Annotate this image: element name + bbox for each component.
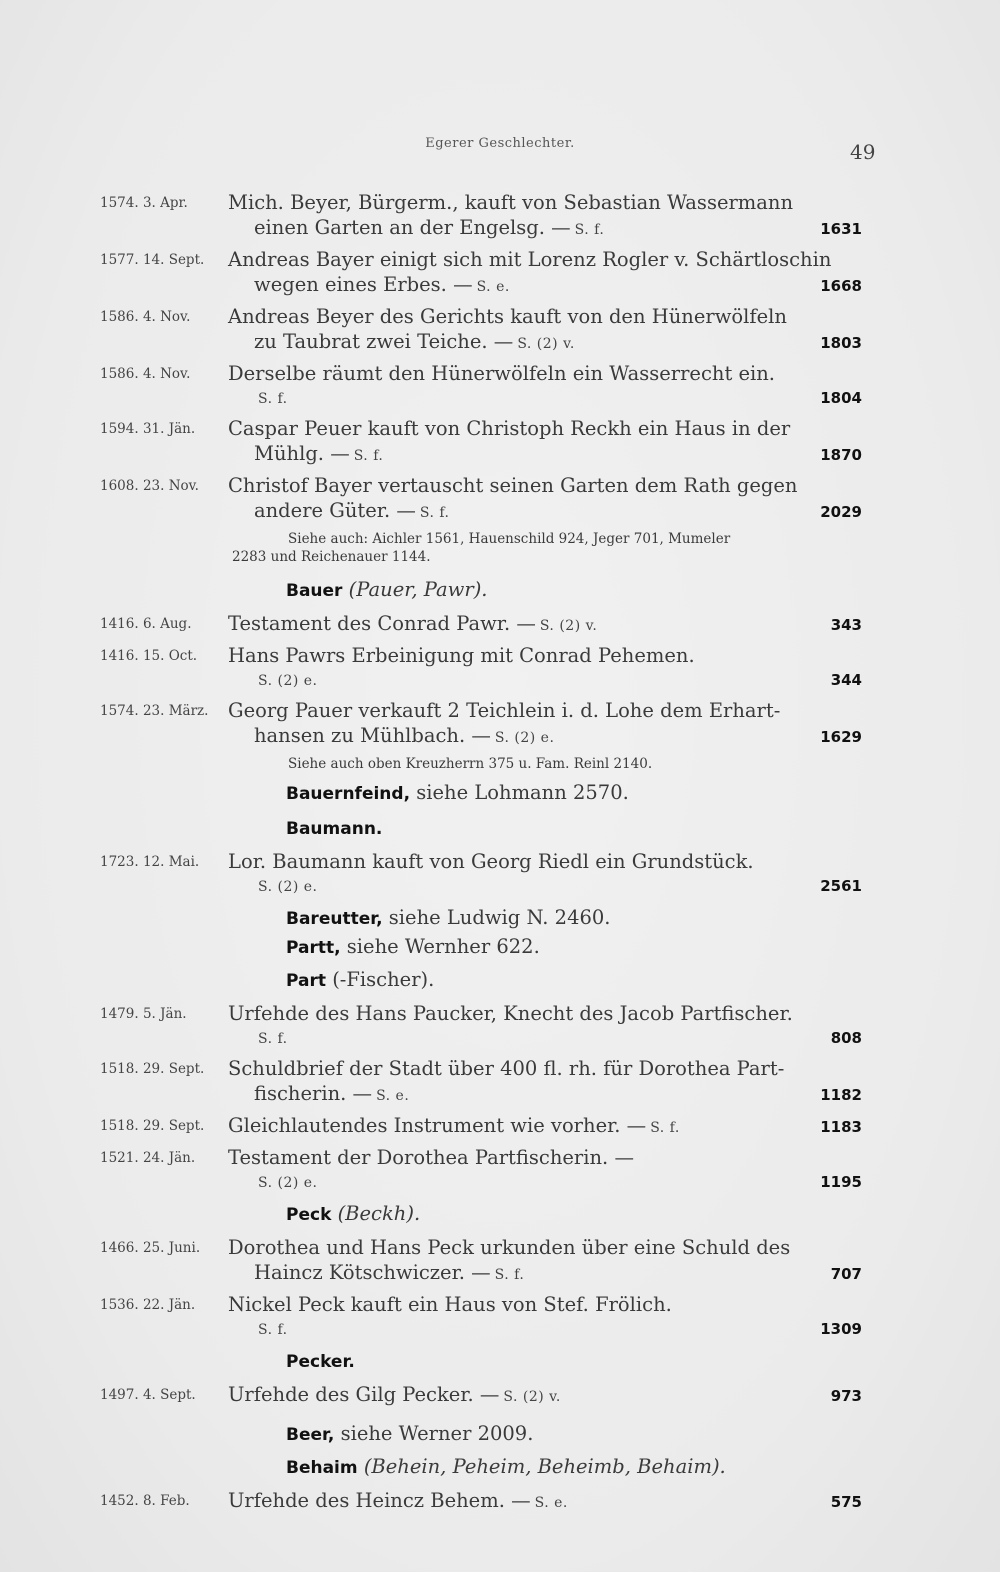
document-number: 808	[830, 1029, 862, 1047]
seal-note: S. f.	[494, 1267, 525, 1283]
entries-group-baumann	[92, 849, 882, 900]
entry-date: 1452. 8. Feb.	[100, 1493, 190, 1509]
entry-last-line	[228, 1081, 882, 1109]
running-title: Egerer Geschlechter.	[425, 136, 575, 151]
entry-text	[228, 849, 882, 900]
family-variants: (Pauer, Pawr).	[348, 578, 488, 601]
family-name: Partt,	[286, 938, 341, 958]
entry-date: 1723. 12. Mai.	[100, 854, 200, 870]
see-also-line1: Siehe auch: Aichler 1561, Hauenschild 924, Jeger 701, Mumeler	[288, 531, 731, 547]
entries-group-top	[92, 190, 882, 526]
family-reference: (-Fischer).	[332, 968, 435, 991]
seal-note: S. (2) e.	[258, 673, 318, 689]
entry-line-wrap	[254, 272, 510, 300]
family-reference: siehe Wernher 622.	[346, 935, 540, 958]
entry-line: Urfehde des Gilg Pecker. —	[228, 1383, 500, 1406]
entry-line: Mühlg. —	[254, 442, 350, 465]
entry-line: Derselbe räumt den Hünerwölfeln ein Wasserrecht ein.	[228, 362, 776, 385]
entry-date: 1518. 29. Sept.	[100, 1118, 205, 1134]
entry-date: 1518. 29. Sept.	[100, 1061, 205, 1077]
seal-note: S. f.	[258, 391, 288, 407]
entry-text	[228, 190, 882, 243]
document-number: 344	[830, 671, 862, 689]
family-name: Behaim	[286, 1458, 358, 1478]
entry-line-wrap	[228, 1113, 680, 1141]
entry-line: Schuldbrief der Stadt über 400 fl. rh. für Dorothea Part-	[228, 1057, 785, 1080]
family-name: Beer,	[286, 1425, 335, 1445]
entry-date: 1536. 22. Jän.	[100, 1297, 196, 1313]
entry-line: Urfehde des Heincz Behem. —	[228, 1489, 531, 1512]
seal-note: S. (2) v.	[503, 1389, 561, 1405]
entry-date: 1521. 24. Jän.	[100, 1150, 196, 1166]
entry-line: Andreas Bayer einigt sich mit Lorenz Rogler v. Schärtloschin	[228, 248, 832, 271]
entry-line-wrap	[254, 1260, 524, 1288]
entry-last-line	[228, 329, 882, 357]
seal-note: S. (2) e.	[494, 730, 555, 746]
entry-date: 1479. 5. Jän.	[100, 1006, 187, 1022]
entry-line-wrap	[228, 1488, 568, 1516]
family-heading-bauernfeind	[92, 779, 882, 808]
document-number: 2561	[820, 877, 862, 895]
register-entry	[92, 1056, 882, 1109]
seal-note: S. e.	[376, 1088, 410, 1104]
entry-line-wrap	[254, 329, 575, 357]
family-reference: siehe Werner 2009.	[340, 1422, 534, 1445]
entry-date: 1416. 15. Oct.	[100, 648, 198, 664]
entry-text	[228, 1001, 882, 1052]
entry-text	[228, 1235, 882, 1288]
entry-last-line	[228, 386, 882, 412]
entry-line: Andreas Beyer des Gerichts kauft von den Hünerwölfeln	[228, 305, 787, 328]
entry-last-line	[228, 723, 882, 751]
entries-group-peck	[92, 1235, 882, 1343]
document-number: 1668	[820, 277, 862, 295]
entry-last-line	[228, 215, 882, 243]
family-heading-bauer	[92, 576, 882, 605]
register-entry	[92, 611, 882, 639]
register-entry	[92, 1382, 882, 1410]
register-entry	[92, 1145, 882, 1196]
register-entry	[92, 1292, 882, 1343]
family-reference: siehe Lohmann 2570.	[416, 781, 629, 804]
seal-note: S. f.	[353, 448, 384, 464]
seal-note: S. (2) e.	[258, 1175, 318, 1191]
register-entry	[92, 1235, 882, 1288]
entry-last-line	[228, 272, 882, 300]
entry-line: Hans Pawrs Erbeinigung mit Conrad Pehemen.	[228, 644, 695, 667]
family-reference: siehe Ludwig N. 2460.	[388, 906, 611, 929]
entry-line-wrap	[254, 215, 604, 243]
entry-text	[228, 361, 882, 412]
entry-line: Dorothea und Hans Peck urkunden über eine Schuld des	[228, 1236, 791, 1259]
entry-line: Mich. Beyer, Bürgerm., kauft von Sebastian Wassermann	[228, 191, 794, 214]
register-entry	[92, 643, 882, 694]
family-name: Pecker.	[286, 1352, 355, 1372]
document-number: 1182	[820, 1086, 862, 1104]
document-number: 1631	[820, 220, 862, 238]
entry-date: 1586. 4. Nov.	[100, 366, 191, 382]
entry-text	[228, 1113, 882, 1141]
seal-note: S. f.	[258, 1322, 288, 1338]
family-heading-peck	[92, 1200, 882, 1229]
entry-text	[228, 1488, 882, 1516]
entry-line: Urfehde des Hans Paucker, Knecht des Jacob Partfischer.	[228, 1002, 793, 1025]
family-heading-beer	[92, 1420, 882, 1449]
register-entry	[92, 190, 882, 243]
register-entry	[92, 247, 882, 300]
entry-text	[228, 611, 882, 639]
family-variants: (Behein, Peheim, Beheimb, Behaim).	[363, 1455, 726, 1478]
entry-line: einen Garten an der Engelsg. —	[254, 216, 571, 239]
entry-last-line	[228, 441, 882, 469]
entry-line: Christof Bayer vertauscht seinen Garten dem Rath gegen	[228, 474, 798, 497]
entry-line: Georg Pauer verkauft 2 Teichlein i. d. Lohe dem Erhart-	[228, 699, 781, 722]
family-heading-baumann	[92, 814, 882, 843]
family-heading-bareutter	[92, 904, 882, 933]
entry-last-line	[228, 1113, 882, 1141]
entry-line: wegen eines Erbes. —	[254, 273, 473, 296]
family-name: Part	[286, 971, 326, 991]
family-heading-partt	[92, 933, 882, 962]
document-number: 1870	[820, 446, 862, 464]
register-entry	[92, 1488, 882, 1516]
entries-group-pecker	[92, 1382, 882, 1410]
see-also-note-2: Siehe auch oben Kreuzherrn 375 u. Fam. Reinl 2140.	[288, 756, 653, 772]
seal-note: S. f.	[650, 1120, 680, 1136]
entry-last-line	[228, 1170, 882, 1196]
entry-last-line	[228, 668, 882, 694]
family-name: Bauer	[286, 581, 343, 601]
document-number: 1183	[820, 1118, 862, 1136]
entry-line: Testament der Dorothea Partfischerin. —	[228, 1146, 634, 1169]
entry-line: andere Güter. —	[254, 499, 416, 522]
register-entry	[92, 849, 882, 900]
entry-line-wrap	[254, 498, 449, 526]
family-name: Baumann.	[286, 819, 383, 839]
document-number: 1629	[820, 728, 862, 746]
register-entry	[92, 361, 882, 412]
register-entry	[92, 698, 882, 751]
entry-date: 1577. 14. Sept.	[100, 252, 205, 268]
entry-line: Testament des Conrad Pawr. —	[228, 612, 536, 635]
entry-last-line	[228, 1488, 882, 1516]
entry-text	[228, 1056, 882, 1109]
entry-last-line	[228, 1026, 882, 1052]
entry-text	[228, 473, 882, 526]
entry-line-wrap	[254, 441, 383, 469]
family-name: Bareutter,	[286, 909, 383, 929]
entry-line: Nickel Peck kauft ein Haus von Stef. Frölich.	[228, 1293, 672, 1316]
entry-line-wrap	[254, 1081, 409, 1109]
entry-date: 1416. 6. Aug.	[100, 616, 192, 632]
family-name: Peck	[286, 1205, 332, 1225]
entry-text	[228, 1382, 882, 1410]
seal-note: S. (2) v.	[539, 618, 598, 634]
entry-text	[228, 304, 882, 357]
entry-line: zu Taubrat zwei Teiche. —	[254, 330, 514, 353]
seal-note: S. f.	[258, 1031, 288, 1047]
document-number: 973	[830, 1387, 862, 1405]
entries-group-bauer	[92, 611, 882, 751]
entry-last-line	[228, 1260, 882, 1288]
entry-line: Haincz Kötschwiczer. —	[254, 1261, 491, 1284]
entry-line-wrap	[228, 611, 597, 639]
entry-line: fischerin. —	[254, 1082, 373, 1105]
see-also-line2: 2283 und Reichenauer 1144.	[232, 549, 431, 565]
see-also-note	[92, 530, 882, 566]
entry-last-line	[228, 498, 882, 526]
family-variants: (Beckh).	[337, 1202, 421, 1225]
entry-date: 1586. 4. Nov.	[100, 309, 191, 325]
document-number: 2029	[820, 503, 862, 521]
seal-note: S. f.	[419, 505, 450, 521]
entry-text	[228, 698, 882, 751]
seal-note: S. (2) v.	[517, 336, 575, 352]
entry-last-line	[228, 1317, 882, 1343]
document-number: 575	[830, 1493, 862, 1511]
register-entry	[92, 416, 882, 469]
entry-text	[228, 247, 882, 300]
entry-date: 1466. 25. Juni.	[100, 1240, 201, 1256]
entry-text	[228, 1292, 882, 1343]
seal-note: S. e.	[534, 1495, 568, 1511]
document-number: 1803	[820, 334, 862, 352]
entry-date: 1574. 3. Apr.	[100, 195, 188, 211]
document-number: 343	[830, 616, 862, 634]
seal-note: S. (2) e.	[258, 879, 318, 895]
entry-date: 1594. 31. Jän.	[100, 421, 196, 437]
entry-last-line	[228, 874, 882, 900]
seal-note: S. f.	[574, 222, 605, 238]
entry-line: Lor. Baumann kauft von Georg Riedl ein Grundstück.	[228, 850, 754, 873]
entry-last-line	[228, 611, 882, 639]
entry-last-line	[228, 1382, 882, 1410]
register-entry	[92, 1001, 882, 1052]
document-number: 1309	[820, 1320, 862, 1338]
entries-group-behaim	[92, 1488, 882, 1516]
document-number: 1804	[820, 389, 862, 407]
document-number: 1195	[820, 1173, 862, 1191]
document-number: 707	[830, 1265, 862, 1283]
page-number: 49	[850, 140, 876, 164]
family-heading-part	[92, 966, 882, 995]
register-entry	[92, 304, 882, 357]
family-heading-behaim	[92, 1453, 882, 1482]
entry-line: hansen zu Mühlbach. —	[254, 724, 491, 747]
family-name: Bauernfeind,	[286, 784, 411, 804]
entry-date: 1497. 4. Sept.	[100, 1387, 196, 1403]
entry-text	[228, 643, 882, 694]
register-entry	[92, 1113, 882, 1141]
register-entry	[92, 473, 882, 526]
entry-line-wrap	[254, 723, 554, 751]
entry-line-wrap	[228, 1382, 561, 1410]
entry-line: Gleichlautendes Instrument wie vorher. —	[228, 1114, 647, 1137]
entry-date: 1608. 23. Nov.	[100, 478, 199, 494]
seal-note: S. e.	[476, 279, 510, 295]
entries-group-part	[92, 1001, 882, 1196]
entry-line: Caspar Peuer kauft von Christoph Reckh ein Haus in der	[228, 417, 791, 440]
page-content	[92, 190, 882, 1520]
family-heading-pecker	[92, 1347, 882, 1376]
entry-text	[228, 416, 882, 469]
entry-date: 1574. 23. März.	[100, 703, 209, 719]
entry-text	[228, 1145, 882, 1196]
